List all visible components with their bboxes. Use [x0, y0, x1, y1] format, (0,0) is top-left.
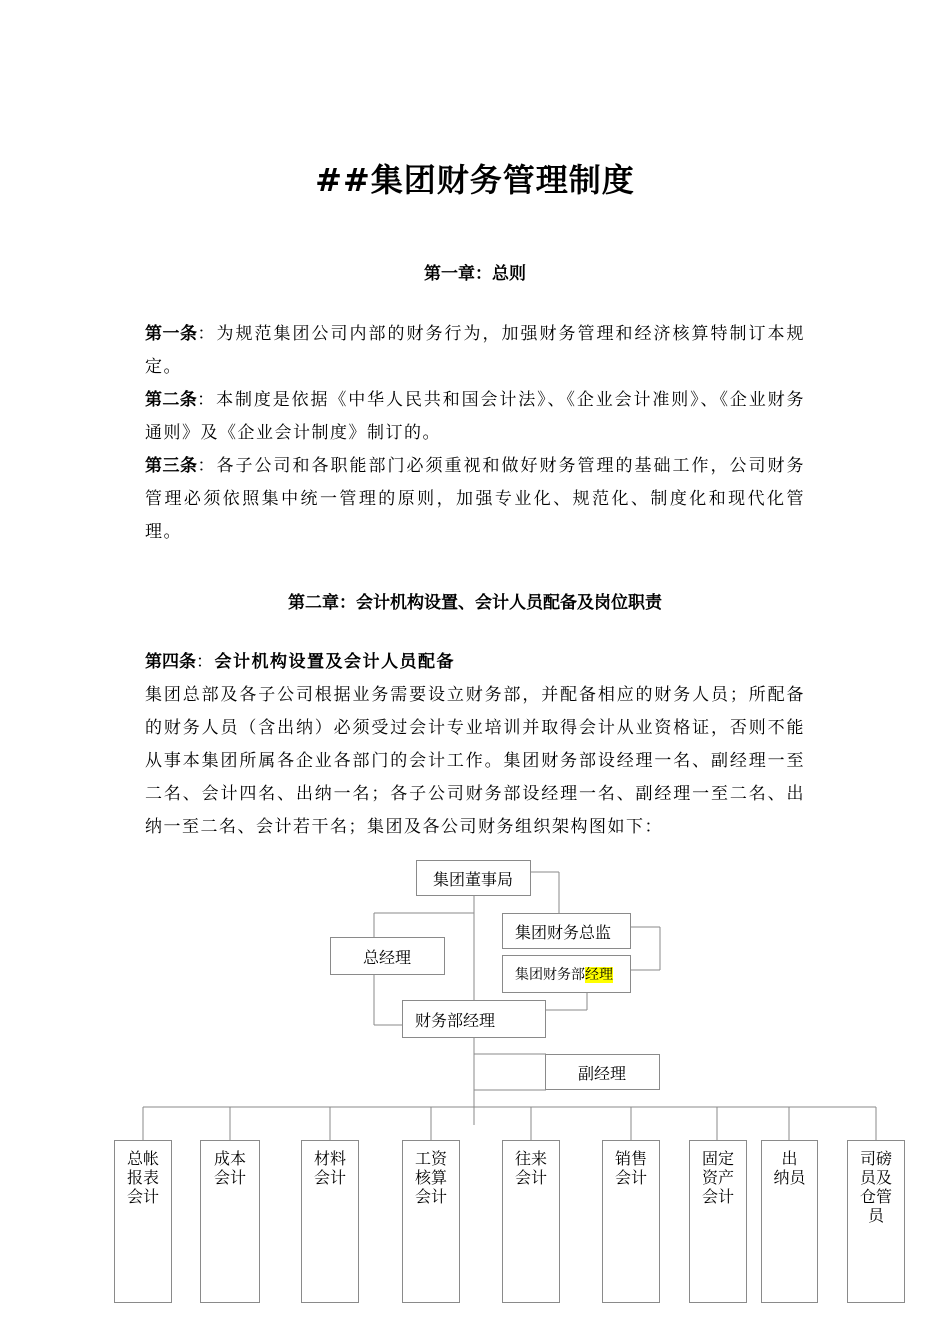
org-position-box: [761, 1140, 818, 1303]
chapter-2-heading: 第二章：会计机构设置、会计人员配备及岗位职责: [288, 593, 662, 613]
org-finance-dept-highlight: 经理: [585, 967, 613, 983]
article-text: 各子公司和各职能部门必须重视和做好财务管理的基础工作，公司财务管理必须依照集中统一管理的原则，加强专业化、规范化、制度化和现代化管理。: [145, 456, 805, 542]
org-deputy-label: 副经理: [578, 1063, 627, 1083]
org-board-box: [416, 860, 531, 896]
org-fin-manager-label: 财务部经理: [415, 1010, 496, 1030]
org-position-label: 工资 核算 会计: [414, 1149, 447, 1206]
article-sep: ：: [197, 456, 217, 476]
article-4-text: 集团总部及各子公司根据业务需要设立财务部，并配备相应的财务人员；所配备的财务人员（含出纳）必须受过会计专业培训并取得会计从业资格证，否则不能从事本集团所属各企业各部门的会计工作。集团财务部设经理一名、副经理一至二名、会计四名、出纳一名；各子公司财务部设经理一名、副经理一至二名、出纳一至二名、会计若干名；集团及各公司财务组织架构图如下：: [145, 685, 805, 837]
document-title: ##集团财务管理制度: [315, 161, 635, 199]
article-label: 第四条: [145, 652, 196, 672]
article-label: 第三条: [145, 456, 198, 476]
article-4-title: 会计机构设置及会计人员配备: [214, 652, 455, 672]
article-label: 第一条: [145, 324, 198, 344]
org-deputy-box: [545, 1054, 660, 1090]
org-position-label: 成本 会计: [213, 1149, 246, 1187]
org-cfo-label: 集团财务总监: [515, 922, 612, 942]
org-finance-dept-prefix: 集团财务部: [515, 967, 585, 983]
chapter-1-heading: 第一章：总则: [424, 264, 526, 284]
org-position-label: 司磅 员及 仓管 员: [859, 1149, 892, 1225]
org-position-box: [602, 1140, 660, 1303]
org-finance-dept-label: [515, 964, 613, 984]
org-position-box: [689, 1140, 747, 1303]
org-position-box: [502, 1140, 560, 1303]
org-position-box: [114, 1140, 172, 1303]
article-text: 本制度是依据《中华人民共和国会计法》、《企业会计准则》、《企业财务通则》及《企业会计制度》制订的。: [145, 390, 806, 443]
org-position-label: 销售 会计: [614, 1149, 647, 1187]
org-position-label: 材料 会计: [313, 1149, 346, 1187]
article-text: 为规范集团公司内部的财务行为，加强财务管理和经济核算特制订本规定。: [145, 324, 805, 377]
org-position-label: 固定 资产 会计: [701, 1149, 734, 1206]
article-sep: ：: [197, 390, 217, 410]
org-gm-label: 总经理: [363, 947, 412, 967]
article-sep: ：: [196, 652, 215, 672]
org-position-box: [301, 1140, 359, 1303]
org-position-box: [402, 1140, 460, 1303]
org-position-label: 总帐 报表 会计: [126, 1149, 159, 1206]
org-board-label: 集团董事局: [433, 869, 514, 889]
org-cfo-box: [502, 913, 631, 949]
org-position-label: 往来 会计: [514, 1149, 547, 1187]
org-position-label: 出 纳员: [773, 1149, 806, 1187]
article-label: 第二条: [145, 390, 198, 410]
org-fin-manager-box: [402, 1000, 546, 1038]
article-sep: ：: [197, 324, 217, 344]
org-gm-box: [330, 937, 445, 975]
org-position-box: [847, 1140, 905, 1303]
org-position-box: [200, 1140, 260, 1303]
org-finance-dept-box: [502, 955, 631, 993]
